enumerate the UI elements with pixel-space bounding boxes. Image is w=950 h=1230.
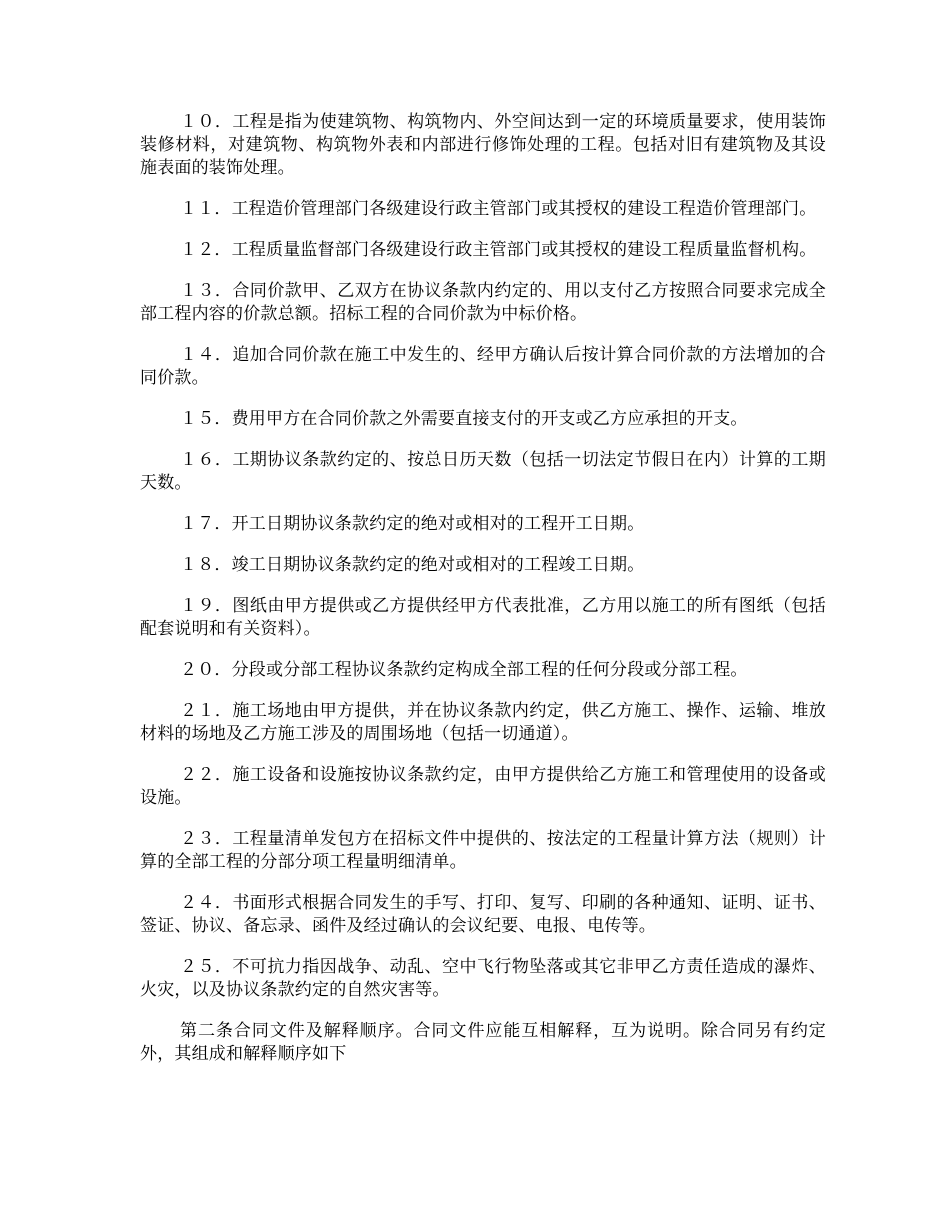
paragraph-12: １２．工程质量监督部门各级建设行政主管部门或其授权的建设工程质量监督机构。 — [180, 240, 817, 260]
paragraph-24: ２４．书面形式根据合同发生的手写、打印、复写、印刷的各种通知、证明、证书、签证、协议、备忘录、函件及经过确认的会议纪要、电报、电传等。 — [140, 893, 826, 936]
paragraph-11: １１．工程造价管理部门各级建设行政主管部门或其授权的建设工程造价管理部门。 — [180, 199, 817, 219]
paragraph-10: １０．工程是指为使建筑物、构筑物内、外空间达到一定的环境质量要求，使用装饰装修材料，对建筑物、构筑物外表和内部进行修饰处理的工程。包括对旧有建筑物及其设施表面的装饰处理。 — [140, 112, 826, 178]
paragraph-20: ２０．分段或分部工程协议条款约定构成全部工程的任何分段或分部工程。 — [180, 660, 748, 680]
document-body — [140, 111, 826, 1084]
paragraph-22: ２２．施工设备和设施按协议条款约定，由甲方提供给乙方施工和管理使用的设备或设施。 — [140, 765, 826, 808]
article-2-paragraph: 第二条合同文件及解释顺序。合同文件应能互相解释，互为说明。除合同另有约定外，其组成和解释顺序如下 — [140, 1021, 826, 1064]
paragraph-23: ２３．工程量清单发包方在招标文件中提供的、按法定的工程量计算方法（规则）计算的全部工程的分部分项工程量明细清单。 — [140, 829, 826, 872]
paragraph-25: ２５．不可抗力指因战争、动乱、空中飞行物坠落或其它非甲乙方责任造成的瀑炸、火灾，以及协议条款约定的自然灾害等。 — [140, 957, 826, 1000]
paragraph-21: ２１．施工场地由甲方提供，并在协议条款内约定，供乙方施工、操作、运输、堆放材料的场地及乙方施工涉及的周围场地（包括一切通道）。 — [140, 701, 826, 744]
paragraph-17: １７．开工日期协议条款约定的绝对或相对的工程开工日期。 — [180, 514, 645, 534]
paragraph-13: １３．合同价款甲、乙双方在协议条款内约定的、用以支付乙方按照合同要求完成全部工程内容的价款总额。招标工程的合同价款为中标价格。 — [140, 281, 826, 324]
paragraph-15: １５．费用甲方在合同价款之外需要直接支付的开支或乙方应承担的开支。 — [180, 409, 748, 429]
paragraph-16: １６．工期协议条款约定的、按总日历天数（包括一切法定节假日在内）计算的工期天数。 — [140, 450, 826, 493]
paragraph-19: １９．图纸由甲方提供或乙方提供经甲方代表批准，乙方用以施工的所有图纸（包括配套说明和有关资料）。 — [140, 596, 826, 639]
paragraph-14: １４．追加合同价款在施工中发生的、经甲方确认后按计算合同价款的方法增加的合同价款。 — [140, 345, 826, 388]
paragraph-18: １８．竣工日期协议条款约定的绝对或相对的工程竣工日期。 — [180, 555, 645, 575]
